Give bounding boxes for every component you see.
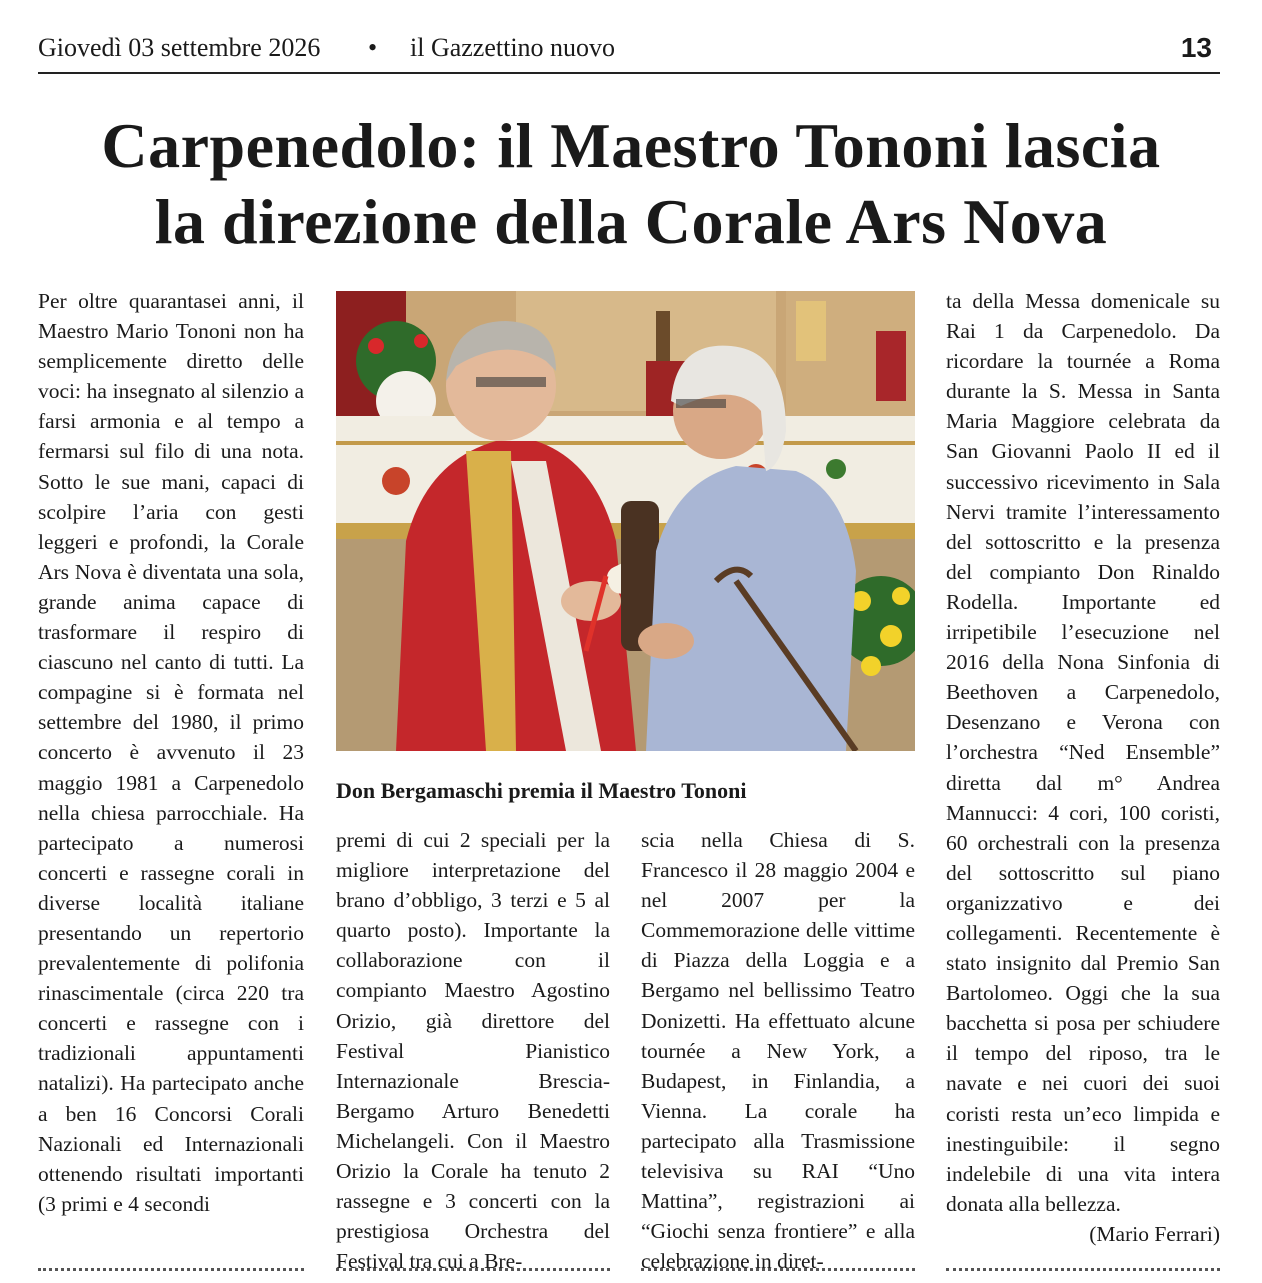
author-signature: (Mario Ferrari): [1089, 1221, 1220, 1246]
article-column-1: [38, 286, 304, 1219]
photo-caption: Don Bergamaschi premia il Maestro Tononi: [336, 778, 747, 803]
article-text: ta della Messa domenicale su Rai 1 da Carpenedolo. Da ricordare la tournée a Roma durante la S. Messa in Santa Maria Maggiore celebrata da San Giovanni Paolo II ed il successivo ricevimento in Sala Nervi tramite l’interessamento del sottoscritto e la presenza del compianto Don Rinaldo Rodella. Importante ed irripetibile l’esecuzione nel 2016 della Nona Sinfonia di Beethoven a Carpenedolo, Desenzano e Verona con l’orchestra “Ned Ensemble” diretta dal m° Andrea Mannucci: 4 cori, 100 coristi, 60 orchestrali con la presenza del sottoscritto sul piano organizzativo e dei collegamenti. Recentemente è stato insignito dal Premio San Bartolomeo. Oggi che la sua bacchetta si posa per schiudere il tempo del riposo, tra le navate e nei cuori dei suoi coristi resta un’eco limpida e inestinguibile: il segno indelebile di una vita intera donata alla bellezza.: [946, 289, 1220, 1216]
article-column-2: [336, 825, 610, 1276]
issue-date: Giovedì 03 settembre 2026: [38, 33, 321, 62]
article-text: Per oltre quarantasei anni, il Maestro Mario Tononi non ha semplicemente diretto delle voci: ha insegnato al silenzio a farsi armonia e al tempo a fermarsi sul filo di una nota. Sotto le sue mani, capaci di scolpire l’aria con gesti leggeri e profondi, la Corale Ars Nova è diventata una sola, grande anima capace di trasformare il respiro di ciascuno nel canto di tutti. La compagine si è formata nel settembre del 1980, il primo concerto è avvenuto il 23 maggio 1981 a Carpenedolo nella chiesa parrocchiale. Ha partecipato a numerosi concerti e rassegne corali in diverse località italiane presentando un repertorio prevalentemente di polifonia rinascimentale (circa 220 tra concerti e rassegne con i tradizionali appuntamenti natalizi). Ha partecipato anche a ben 16 Concorsi Corali Nazionali ed Internazionali ottenendo risultati importanti (3 primi e 4 secondi: [38, 289, 304, 1216]
article-column-4: [946, 286, 1220, 1249]
headline-line-2: la direzione della Corale Ars Nova: [154, 186, 1108, 257]
header-separator: •: [368, 33, 378, 62]
headline: [20, 108, 1242, 260]
cut-off-text-line: [641, 1268, 915, 1283]
cut-off-text-line: [336, 1268, 610, 1283]
cut-off-text-line: [946, 1268, 1220, 1283]
article-column-3: [641, 825, 915, 1276]
newspaper-name: il Gazzettino nuovo: [410, 33, 616, 62]
article-text: premi di cui 2 speciali per la migliore interpretazione del brano d’obbligo, 3 terzi e 5 al quarto posto). Importante la collaborazione con il compianto Maestro Agostino Orizio, già direttore del Festival Pianistico Internazionale Brescia-Bergamo Arturo Benedetti Michelangeli. Con il Maestro Orizio la Corale ha tenuto 2 rassegne e 3 concerti con la prestigiosa Orchestra del Festival tra cui a Bre-: [336, 828, 610, 1274]
page-header: [38, 28, 1220, 74]
article-text: scia nella Chiesa di S. Francesco il 28 maggio 2004 e nel 2007 per la Commemorazione delle vittime di Piazza della Loggia e a Bergamo nel bellissimo Teatro Donizetti. Ha effettuato alcune tournée a New York, a Budapest, in Finlandia, a Vienna. La corale ha partecipato alla Trasmissione televisiva su RAI “Uno Mattina”, registrazioni ai “Giochi senza frontiere” e alla celebrazione in diret-: [641, 828, 915, 1274]
photo-illustration: [336, 291, 915, 751]
page-number: 13: [1180, 32, 1212, 63]
headline-line-1: Carpenedolo: il Maestro Tononi lascia: [101, 110, 1161, 181]
cut-off-text-line: [38, 1268, 304, 1283]
article-photo: [336, 291, 915, 751]
